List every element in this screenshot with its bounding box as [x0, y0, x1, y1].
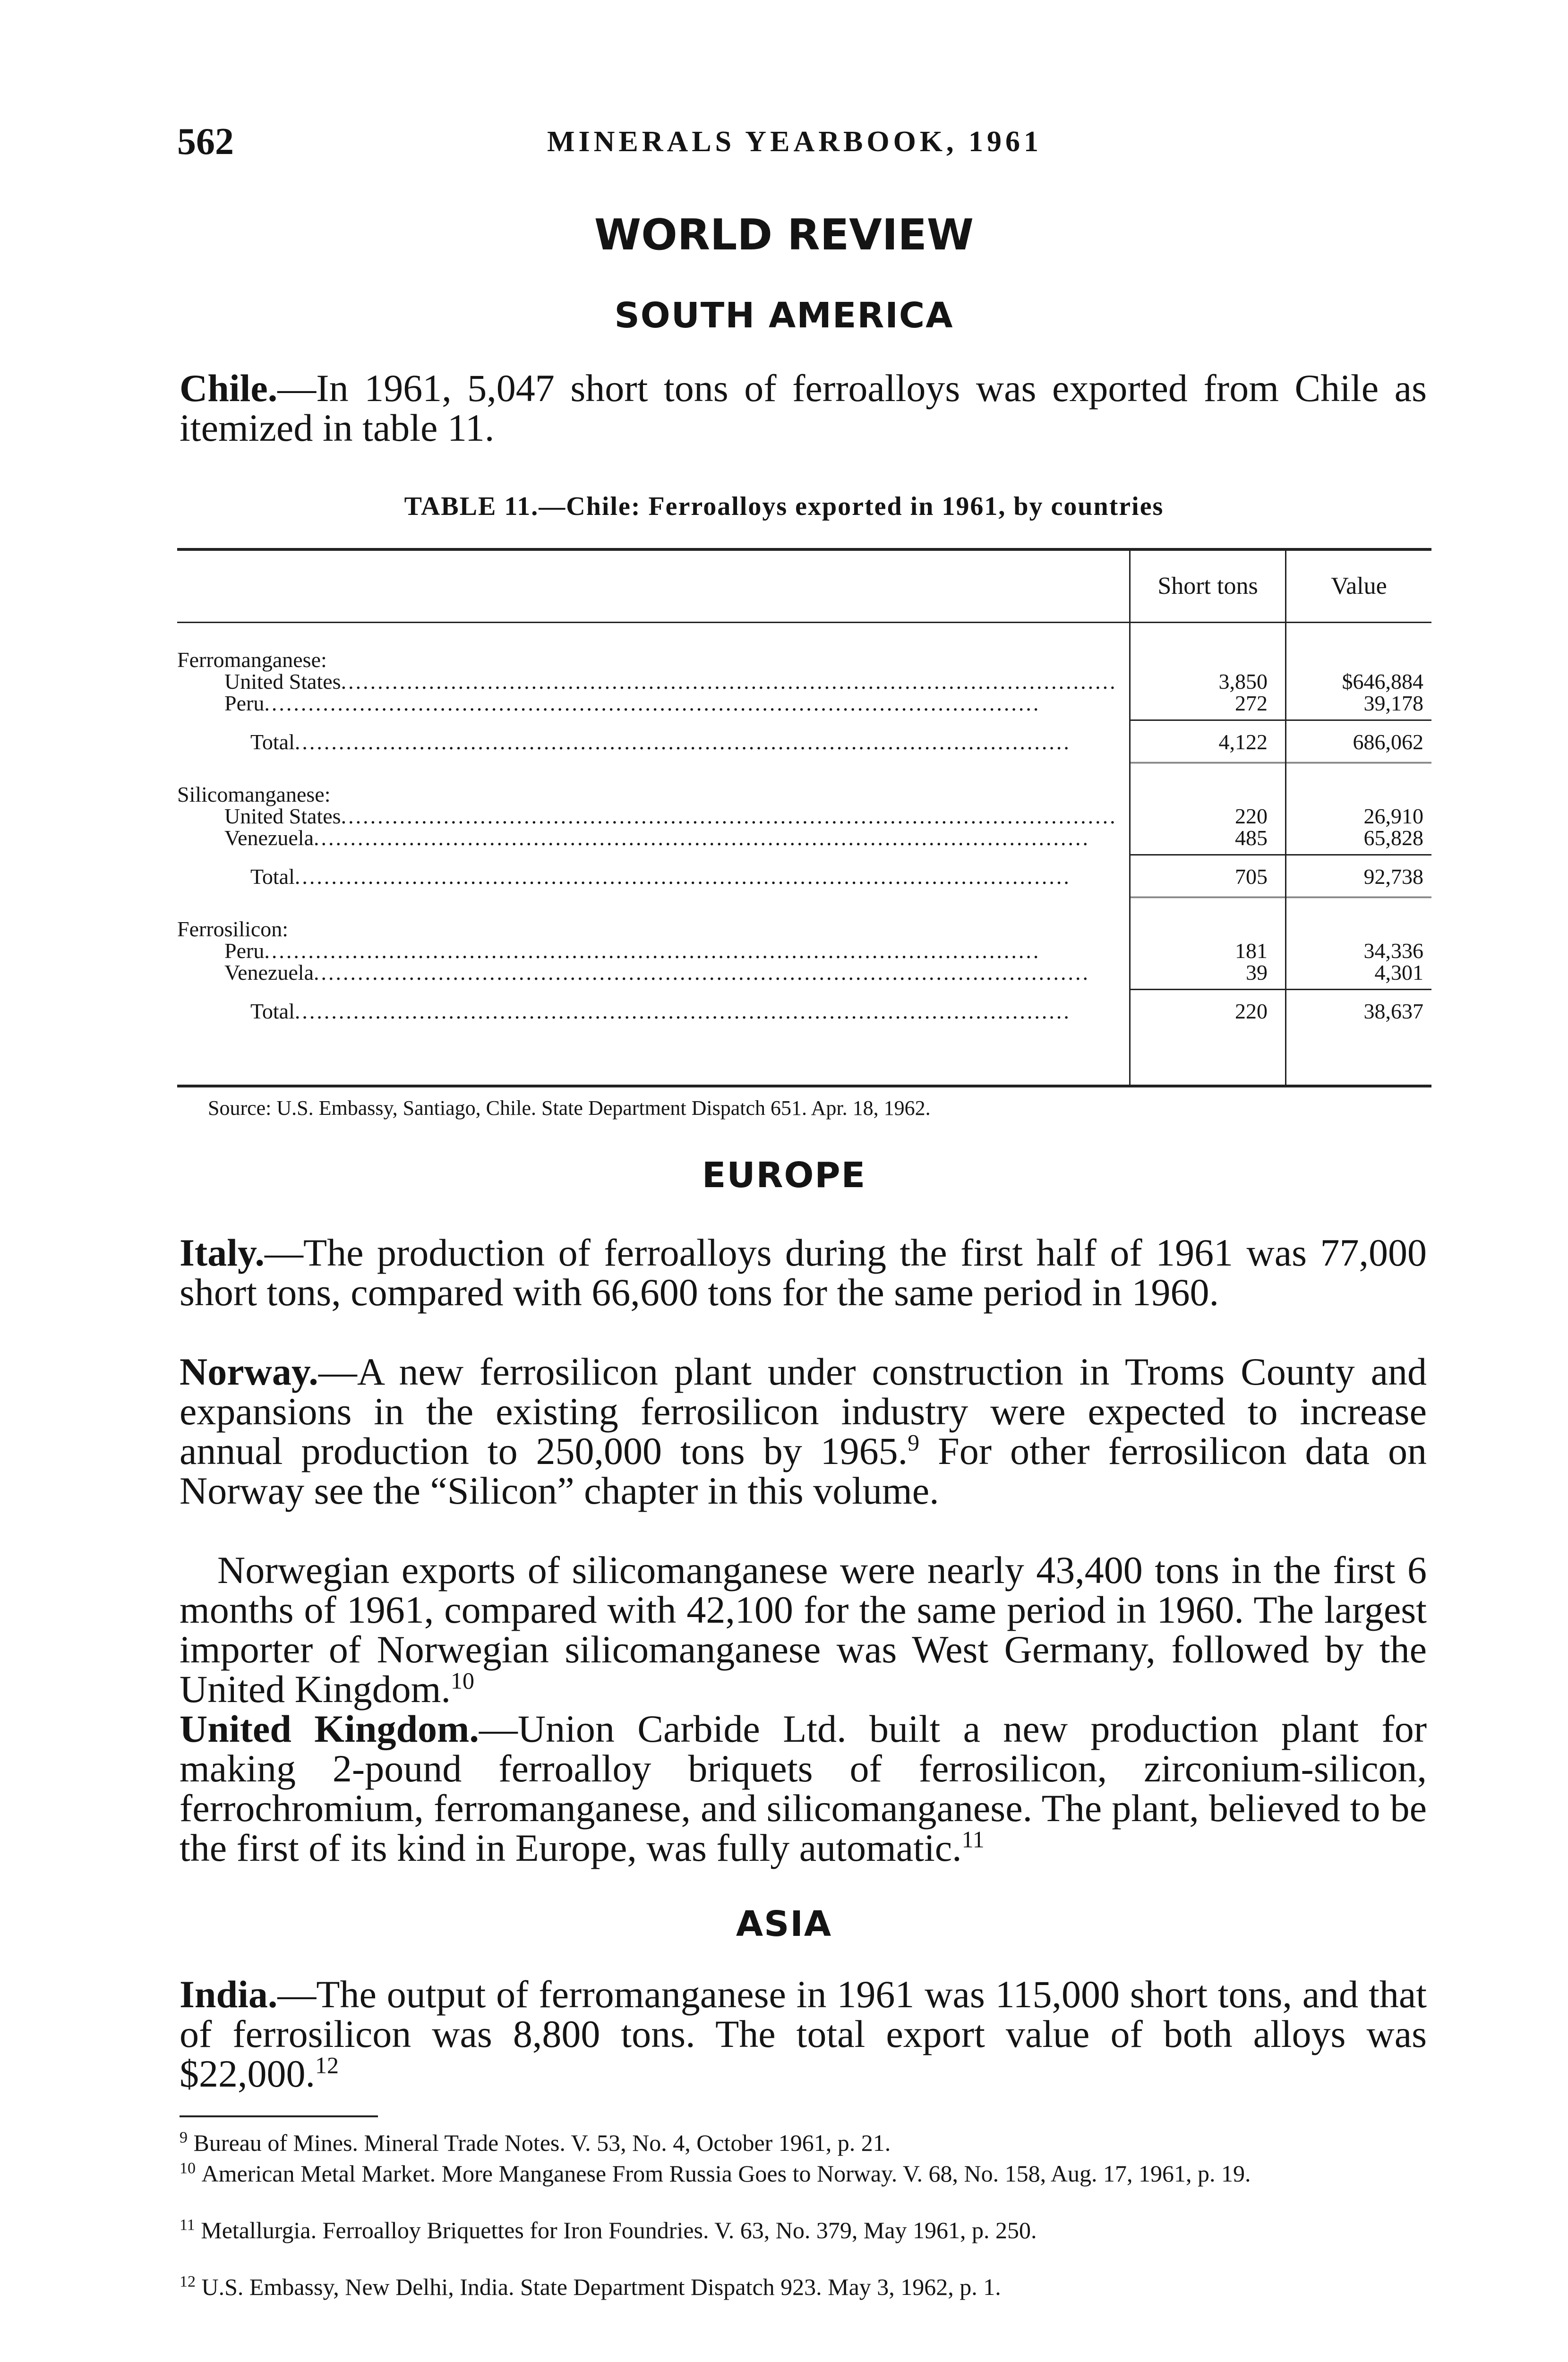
table-row [177, 804, 1431, 829]
leader-dots: .......................................................................................................... [294, 730, 1071, 754]
table-row [177, 826, 1431, 850]
table-group-heading [177, 917, 1431, 941]
row-label: Venezuela [224, 960, 314, 984]
footnote-rule [180, 2115, 378, 2117]
lead-italy: Italy. [180, 1231, 265, 1274]
header-rule [177, 622, 1431, 623]
row-label: Total [250, 730, 295, 754]
text-united-kingdom: —Union Carbide Ltd. built a new production plant for making 2-pound ferroalloy briquets of ferrosilicon, zirconium-silicon, ferrochromium, ferromanganese, and silicomanganese. The plant, believed to be the first of its kind in Europe, was fully automatic. [180, 1707, 1427, 1869]
leader-dots: .......................................................................................................... [264, 691, 1041, 715]
cell-short-tons: 3,850 [1218, 669, 1268, 693]
total-double-rule [1131, 762, 1431, 766]
row-label: Peru [224, 939, 265, 963]
paragraph-chile [180, 368, 1427, 448]
footnote [180, 2275, 1427, 2299]
text-chile: —In 1961, 5,047 short tons of ferroalloys was exported from Chile as itemized in table 11. [180, 367, 1427, 449]
row-label: United States [224, 669, 341, 693]
cell-short-tons: 272 [1235, 691, 1268, 715]
lead-united-kingdom: United Kingdom. [180, 1707, 479, 1750]
leader-dots: .......................................................................................................... [264, 939, 1041, 963]
group-name: Ferrosilicon: [177, 917, 289, 941]
footnote-number: 9 [180, 2129, 188, 2147]
leader-dots: .......................................................................................................... [314, 826, 1090, 850]
table-row [177, 691, 1431, 716]
footnote-text: U.S. Embassy, New Delhi, India. State Department Dispatch 923. May 3, 1962, p. 1. [201, 2274, 1001, 2300]
footnote-number: 12 [180, 2273, 196, 2291]
paragraph-norway-exports [180, 1550, 1427, 1709]
row-label: Total [250, 999, 295, 1023]
leader-dots: .......................................................................................................... [341, 804, 1117, 828]
lead-india: India. [180, 1973, 278, 2016]
column-header-short-tons: Short tons [1157, 573, 1258, 599]
footnote-ref: 11 [961, 1826, 985, 1853]
leader-dots: .......................................................................................................... [294, 864, 1071, 889]
paragraph-italy [180, 1233, 1427, 1312]
paragraph-united-kingdom [180, 1709, 1427, 1868]
section-heading-south-america: SOUTH AMERICA [614, 295, 954, 336]
paragraph-india [180, 1975, 1427, 2094]
group-name: Ferromanganese: [177, 648, 327, 672]
text-norway-continued: For other ferrosilicon data on Norway see the “Silicon” chapter in this volume. [180, 1429, 1427, 1512]
footnote [180, 2161, 1427, 2186]
cell-value: $646,884 [1342, 669, 1423, 693]
text-norway-exports: Norwegian exports of silicomanganese were nearly 43,400 tons in the first 6 months of 1961, compared with 42,100 for the same period in 1960. The largest importer of Norwegian silicomanganese was West Germany, followed by the United Kingdom. [180, 1549, 1427, 1711]
table-group-heading [177, 782, 1431, 807]
table-row-total [177, 999, 1431, 1024]
cell-value: 34,336 [1363, 939, 1423, 963]
footnote-text: American Metal Market. More Manganese From Russia Goes to Norway. V. 68, No. 158, Aug. 17, 1961, p. 19. [201, 2160, 1251, 2187]
cell-short-tons: 220 [1235, 999, 1268, 1023]
footnote-number: 10 [180, 2159, 196, 2177]
table-row-total [177, 730, 1431, 754]
footnote-ref: 9 [908, 1429, 920, 1456]
footnote-text: Bureau of Mines. Mineral Trade Notes. V. 53, No. 4, October 1961, p. 21. [193, 2130, 891, 2156]
cell-short-tons: 39 [1246, 960, 1268, 984]
table-row [177, 669, 1431, 694]
table-row [177, 960, 1431, 985]
table-row-total [177, 864, 1431, 889]
column-header-value: Value [1331, 573, 1387, 599]
leader-dots: .......................................................................................................... [294, 999, 1071, 1023]
cell-short-tons: 181 [1235, 939, 1268, 963]
leader-dots: .......................................................................................................... [314, 960, 1090, 984]
row-label: Peru [224, 691, 265, 715]
table-title: TABLE 11.—Chile: Ferroalloys exported in 1961, by countries [404, 492, 1164, 521]
cell-short-tons: 4,122 [1218, 730, 1268, 754]
table-source-note: Source: U.S. Embassy, Santiago, Chile. State Department Dispatch 651. Apr. 18, 1962. [208, 1096, 931, 1120]
footnote-ref: 12 [315, 2052, 339, 2079]
cell-value: 39,178 [1363, 691, 1423, 715]
row-label: Total [250, 864, 295, 889]
total-rule [1131, 854, 1431, 856]
cell-value: 92,738 [1363, 864, 1423, 889]
text-italy: —The production of ferroalloys during the first half of 1961 was 77,000 short tons, compared with 66,600 tons for the same period in 1960. [180, 1231, 1427, 1314]
group-name: Silicomanganese: [177, 782, 331, 806]
paragraph-norway [180, 1352, 1427, 1511]
footnote-number: 11 [180, 2216, 195, 2234]
cell-value: 4,301 [1374, 960, 1423, 984]
ferroalloys-table [177, 548, 1431, 1087]
section-heading-asia: ASIA [736, 1904, 832, 1944]
cell-value: 38,637 [1363, 999, 1423, 1023]
footnote-text: Metallurgia. Ferroalloy Briquettes for Iron Foundries. V. 63, No. 379, May 1961, p. 250. [201, 2217, 1037, 2243]
text-norway: —A new ferrosilicon plant under construction in Troms County and expansions in the existing ferrosilicon industry were expected to increase annual production to 250,000 tons by 1965. [180, 1350, 1427, 1472]
cell-value: 65,828 [1363, 826, 1423, 850]
footnote [180, 2131, 1427, 2155]
lead-chile: Chile. [180, 367, 278, 410]
footnote-ref: 10 [450, 1667, 474, 1694]
section-heading-world-review: WORLD REVIEW [594, 210, 974, 260]
cell-value: 26,910 [1363, 804, 1423, 828]
row-label: Venezuela [224, 826, 314, 850]
running-title: MINERALS YEARBOOK, 1961 [547, 126, 1043, 158]
lead-norway: Norway. [180, 1350, 318, 1393]
leader-dots: .......................................................................................................... [341, 669, 1117, 693]
cell-short-tons: 485 [1235, 826, 1268, 850]
table-group-heading [177, 648, 1431, 672]
cell-short-tons: 220 [1235, 804, 1268, 828]
row-label: United States [224, 804, 341, 828]
section-heading-europe: EUROPE [702, 1155, 866, 1196]
total-rule [1131, 989, 1431, 990]
running-header [177, 120, 1412, 163]
footnote [180, 2218, 1427, 2242]
page-number: 562 [177, 121, 234, 163]
table-row [177, 939, 1431, 963]
text-india: —The output of ferromanganese in 1961 was 115,000 short tons, and that of ferrosilicon was 8,800 tons. The total export value of both alloys was $22,000. [180, 1973, 1427, 2095]
cell-value: 686,062 [1353, 730, 1423, 754]
total-rule [1131, 719, 1431, 721]
total-double-rule [1131, 897, 1431, 901]
cell-short-tons: 705 [1235, 864, 1268, 889]
